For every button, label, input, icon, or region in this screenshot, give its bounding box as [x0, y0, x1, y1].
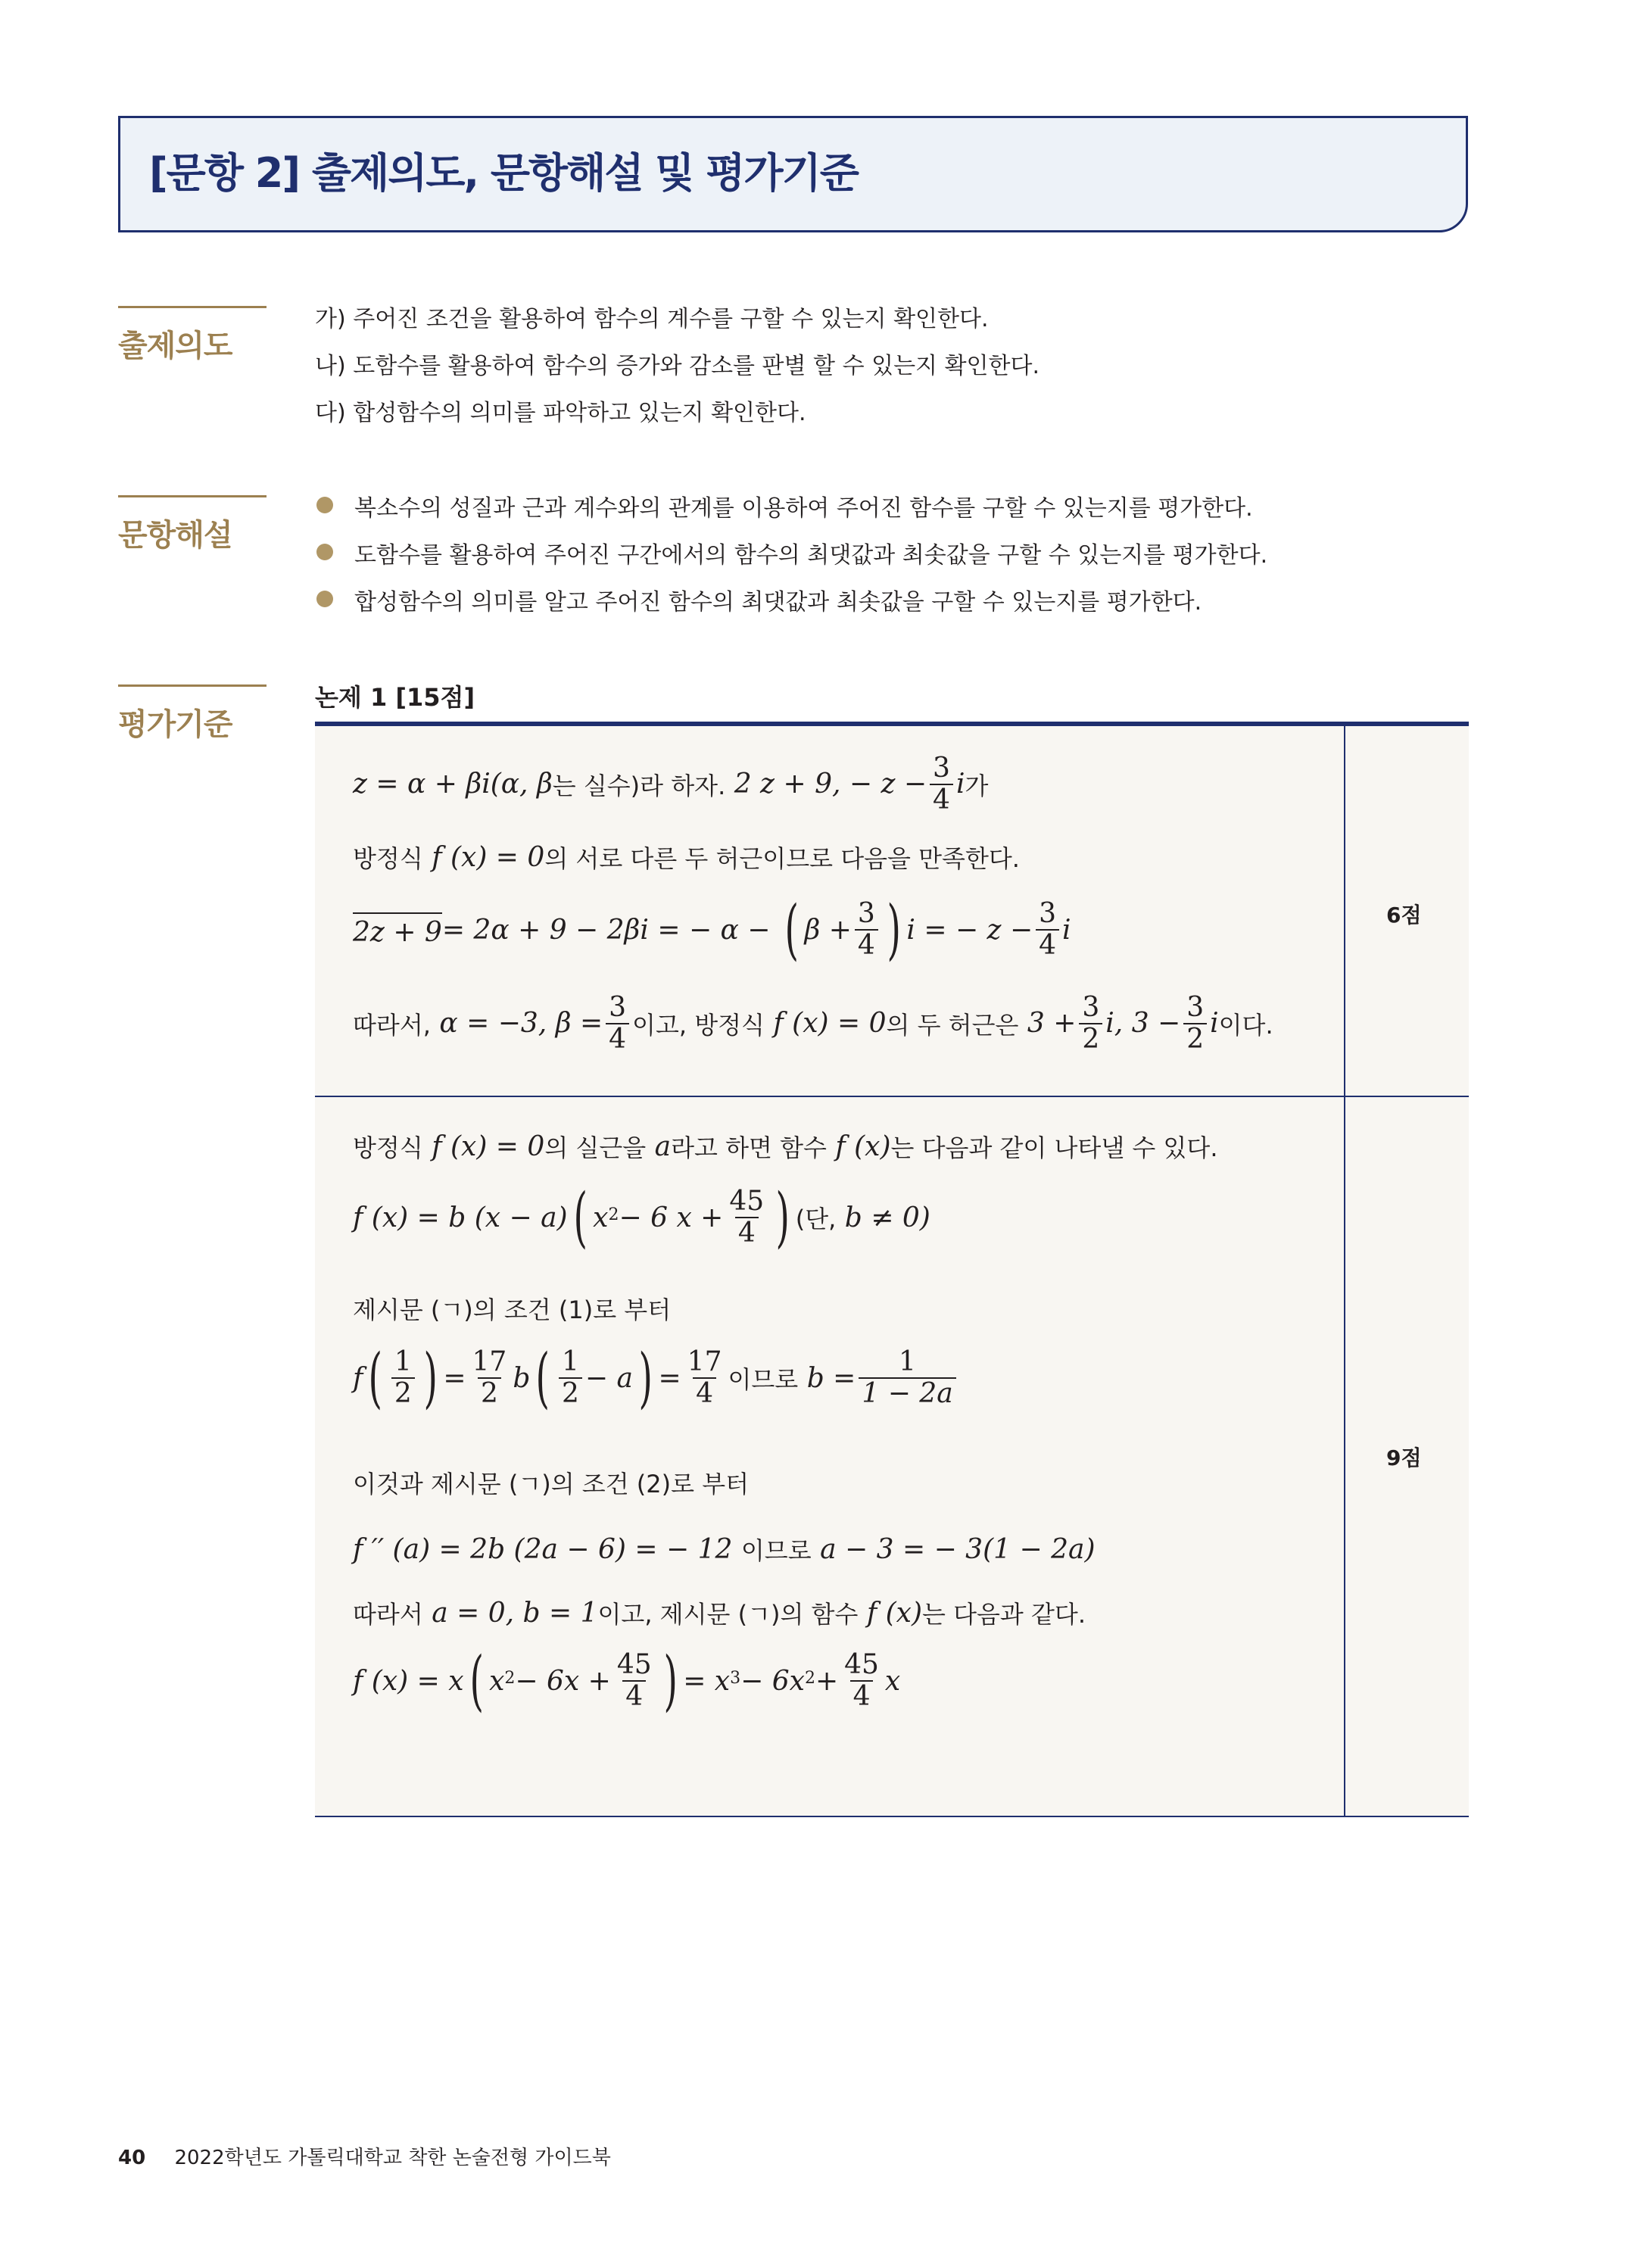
section-title-box — [118, 116, 1468, 232]
row1-line2: 방정식 f (x) = 0 의 서로 다른 두 허근이므로 다음을 만족한다. — [353, 841, 1020, 873]
criteria-heading: 평가기준 — [118, 684, 267, 744]
footer-text: 2022학년도 가톨릭대학교 착한 논술전형 가이드북 — [174, 2147, 611, 2169]
page-title: [문항 2] 출제의도, 문항해설 및 평가기준 — [149, 149, 858, 197]
bullet-icon — [316, 544, 333, 560]
row2-score: 9점 — [1386, 1445, 1422, 1470]
row1-line4: 따라서, α = −3, β = $\frac{3}{4}$ 이고, 방정식 f (x) = 0 의 두 허근은 3 + $\frac{3}{2}$ i, 3 − $\frac{3}{2}$ i 이다. — [353, 992, 1273, 1055]
bullet-icon — [316, 591, 333, 607]
page-footer — [118, 2142, 611, 2170]
bullet-icon — [316, 497, 333, 513]
page-number: 40 — [118, 2147, 146, 2169]
table-divider — [315, 1096, 1469, 1097]
row2-line8: f (x) = x ( x $^2$ − 6x + $\frac{45}{4}$ ) = x $^3$ − 6x $^2$ + $\frac{45}{4}$ x — [353, 1643, 901, 1719]
intent-item: 나) 도함수를 활용하여 함수의 증가와 감소를 판별 할 수 있는지 확인한다. — [315, 353, 1040, 379]
explanation-item: 복소수의 성질과 근과 계수와의 관계를 이용하여 주어진 함수를 구할 수 있는지를 평가한다. — [354, 495, 1253, 522]
intent-item: 다) 합성함수의 의미를 파악하고 있는지 확인한다. — [315, 400, 806, 426]
row1-line3: 2z + 9 = 2α + 9 − 2βi = − α − ( β + $\frac{3}{4}$ ) i = − z − $\frac{3}{4}$ i — [353, 892, 1071, 968]
row2-line2: f (x) = b (x − a) ( x $^2$ − 6 x + $\frac{45}{4}$ ) (단, b ≠ 0) — [353, 1180, 930, 1255]
explanation-item: 합성함수의 의미를 알고 주어진 함수의 최댓값과 최솟값을 구할 수 있는지를 평가한다. — [354, 589, 1202, 616]
row2-line7: 따라서 a = 0, b = 1 이고, 제시문 (ㄱ)의 함수 f (x) 는 다음과 같다. — [353, 1597, 1086, 1629]
grading-table — [315, 722, 1469, 1817]
row1-line1: z = α + βi(α, β 는 실수)라 하자. 2 z + 9, − z − $\frac{3}{4}$ i 가 — [353, 753, 989, 815]
row1-score: 6점 — [1386, 903, 1422, 928]
row2-line6: f ′′ (a) = 2b (2a − 6) = − 12 이므로 a − 3 = − 3(1 − 2a) — [353, 1533, 1096, 1565]
intent-item: 가) 주어진 조건을 활용하여 함수의 계수를 구할 수 있는지 확인한다. — [315, 306, 989, 332]
row2-line1: 방정식 f (x) = 0 의 실근을 a 라고 하면 함수 f (x) 는 다음과 같이 나타낼 수 있다. — [353, 1130, 1218, 1162]
row2-line3: 제시문 (ㄱ)의 조건 (1)로 부터 — [353, 1296, 672, 1324]
explanation-item: 도함수를 활용하여 주어진 구간에서의 함수의 최댓값과 최솟값을 구할 수 있는지를 평가한다. — [354, 542, 1268, 569]
explanation-heading: 문항해설 — [118, 495, 267, 554]
criteria-subheading: 논제 1 [15점] — [315, 683, 475, 712]
row2-line4: f ( $\frac{1}{2}$ ) = $\frac{17}{2}$ b ( $\frac{1}{2}$ − a ) = $\frac{17}{4}$ 이므로 b = $\frac{1}{1 - 2a}$ — [353, 1346, 959, 1411]
table-divider — [1344, 726, 1345, 1816]
row2-line5: 이것과 제시문 (ㄱ)의 조건 (2)로 부터 — [353, 1470, 750, 1498]
intent-heading: 출제의도 — [118, 306, 267, 365]
